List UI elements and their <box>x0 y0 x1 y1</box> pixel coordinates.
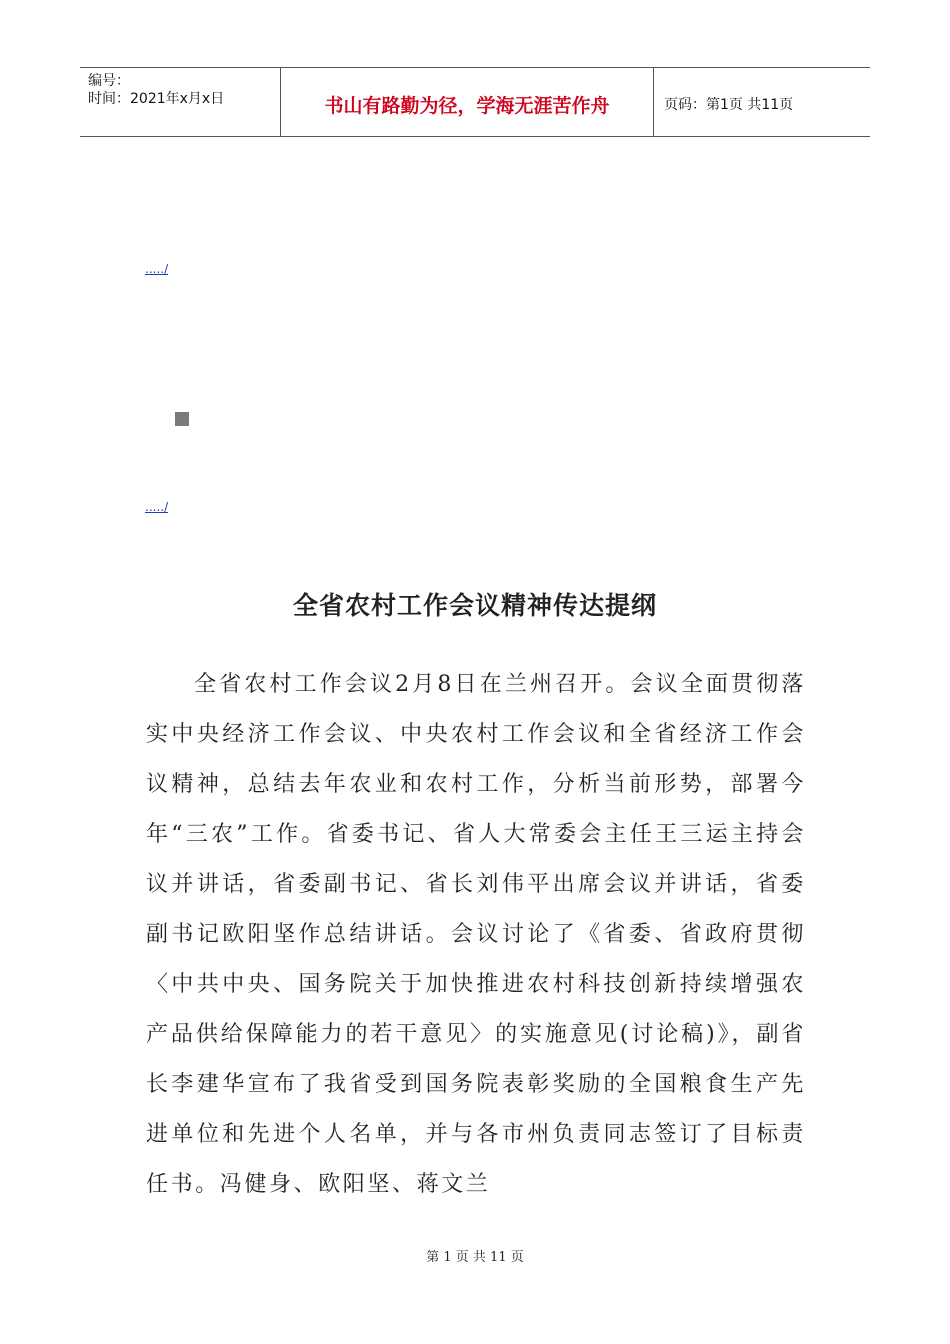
page-footer: 第 1 页 共 11 页 <box>426 1250 524 1265</box>
document-title: 全省农村工作会议精神传达提纲 <box>292 591 657 620</box>
header-motto: 书山有路勤为径，学海无涯苦作舟 <box>281 68 654 136</box>
page-header <box>80 67 870 137</box>
header-page-info: 页码：第1页 共11页 <box>664 97 794 113</box>
square-bullet-icon <box>175 412 189 426</box>
header-meta <box>80 68 281 136</box>
document-date-label: 时间：2021年x月x日 <box>88 91 225 107</box>
link-top[interactable]: ...../ <box>145 262 169 276</box>
link-bottom[interactable]: ...../ <box>145 500 169 514</box>
document-number-label: 编号： <box>88 73 130 89</box>
body-paragraph: 全省农村工作会议2月8日在兰州召开。会议全面贯彻落实中央经济工作会议、中央农村工作会议和全省经济工作会议精神，总结去年农业和农村工作，分析当前形势，部署今年“三农”工作。省委书记、省人大常委会主任王三运主持会议并讲话，省委副书记、省长刘伟平出席会议并讲话，省委副书记欧阳坚作总结讲话。会议讨论了《省委、省政府贯彻〈中共中央、国务院关于加快推进农村科技创新持续增强农产品供给保障能力的若干意见〉的实施意见(讨论稿)》，副省长李建华宣布了我省受到国务院表彰奖励的全国粮食生产先进单位和先进个人名单，并与各市州负责同志签订了目标责任书。冯健身、欧阳坚、蒋文兰 <box>146 672 806 1197</box>
